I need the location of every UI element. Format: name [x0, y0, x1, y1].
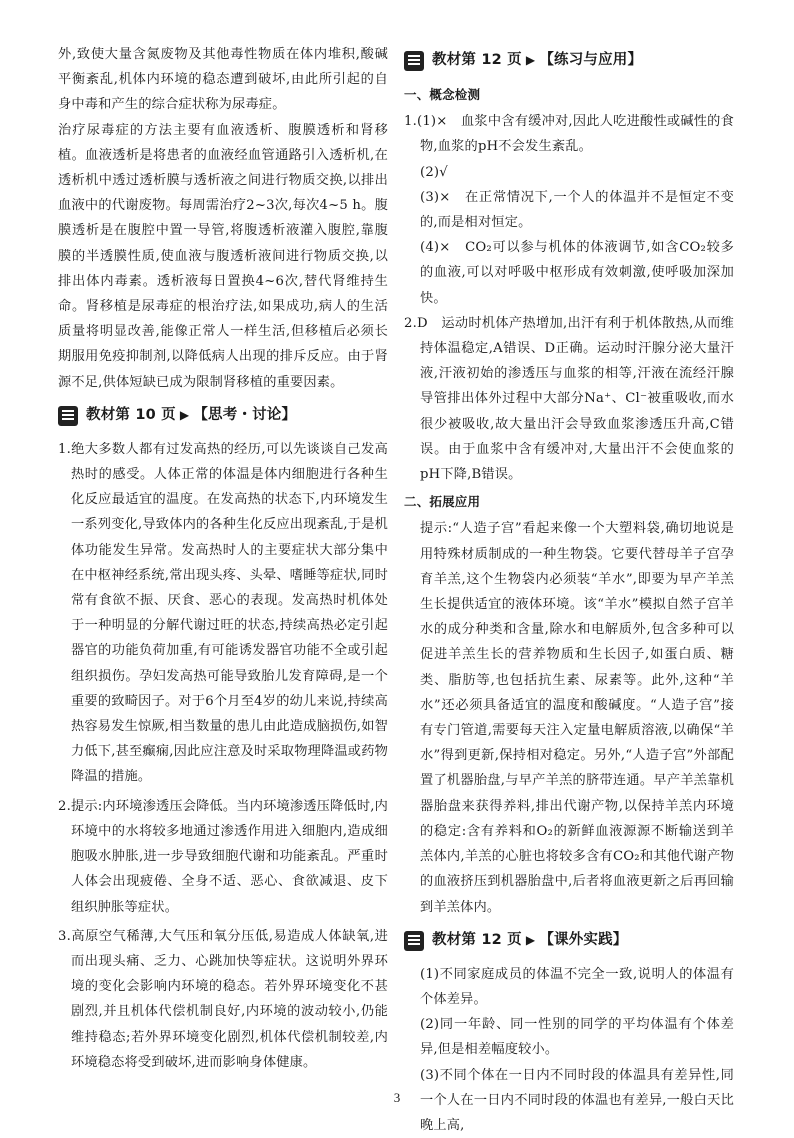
book-icon — [58, 406, 78, 426]
section-heading-think-discuss — [58, 401, 388, 431]
answer-item: 3.高原空气稀薄,大气压和氧分压低,易造成人体缺氧,进而出现头痛、乏力、心跳加快等症状。这说明外界环境的变化会影响内环境的稳态。若外界环境变化不甚剧烈,并且机体代偿机制良好,内环境的波动较小,仍能维持稳态;若外界环境变化剧烈,机体代偿机制较差,内环境稳态将受到破坏,进而影响身体健康。 — [58, 928, 388, 1070]
triangle-arrow-icon: ▶ — [525, 933, 536, 948]
section-heading-extracurricular — [404, 926, 734, 956]
right-column — [404, 42, 734, 1138]
section-tag: 【练习与应用】 — [539, 52, 643, 69]
subheading-concept-check: 一、概念检测 — [404, 87, 481, 102]
answer-item: (2)√ — [420, 164, 448, 180]
paragraph: 外,致使大量含氮废物及其他毒性物质在体内堆积,酸碱平衡紊乱,机体内环境的稳态遭到破坏,由此所引起的自身中毒和产生的综合症状称为尿毒症。 — [58, 47, 388, 113]
book-icon — [404, 51, 424, 71]
answer-item: 2.D 运动时机体产热增加,出汗有利于机体散热,从而维持体温稳定,A错误、D正确。运动时汗腺分泌大量汗液,汗液初始的渗透压与血浆的相等,汗液在流经汗腺导管排出体外过程中大部分Na⁺、Cl⁻被重吸收,而水很少被吸收,故大量出汗会导致血浆渗透压升高,C错误。由于血浆中含有缓冲对,大量出汗不会使血浆的pH下降,B错误。 — [404, 315, 734, 483]
book-icon — [404, 931, 424, 951]
answer-item: (3)不同个体在一日内不同时段的体温具有差异性,同一个人在一日内不同时段的体温也有差异,一般白天比晚上高, — [420, 1067, 734, 1133]
answer-item: (1)不同家庭成员的体温不完全一致,说明人的体温有个体差异。 — [420, 966, 734, 1007]
section-title: 教材第 12 页 — [432, 932, 522, 949]
answer-item: (2)同一年龄、同一性别的同学的平均体温有个体差异,但是相差幅度较小。 — [420, 1017, 734, 1058]
answer-item: (4)× CO₂可以参与机体的体液调节,如含CO₂较多的血液,可以对呼吸中枢形成有效刺激,使呼吸加深加快。 — [420, 240, 734, 306]
section-tag: 【思考・讨论】 — [193, 407, 297, 424]
answer-item: 1.绝大多数人都有过发高热的经历,可以先谈谈自己发高热时的感受。人体正常的体温是体内细胞进行各种生化反应最适宜的温度。在发高热的状态下,内环境发生一系列变化,导致体内的各种生化反应出现紊乱,于是机体功能发生异常。发高热时人的主要症状大部分集中在中枢神经系统,常出现头疼、头晕、嗜睡等症状,同时常有食欲不振、厌食、恶心的表现。发高热时机体处于一种明显的分解代谢过旺的状态,持续高热必定引起器官的功能负荷加重,有可能诱发器官功能不全或引起组织损伤。孕妇发高热可能导致胎儿发育障碍,是一个重要的致畸因子。对于6个月至4岁的幼儿来说,持续高热容易发生惊厥,相当数量的患儿由此造成脑损伤,如智力低下,甚至癫痫,因此应注意及时采取物理降温或药物降温的措施。 — [58, 441, 388, 785]
paragraph: 治疗尿毒症的方法主要有血液透析、腹膜透析和肾移植。血液透析是将患者的血液经血管通路引入透析机,在透析机中透过透析膜与透析液之间进行物质交换,以排出血液中的代谢废物。每周需治疗2~3次,每次4~5 h。腹膜透析是在腹腔中置一导管,将腹透析液灌入腹腔,靠腹膜的半透膜性质,使血液与腹透析液间进行物质交换,以排出体内毒素。透析液每日置换4~6次,替代肾维持生命。肾移植是尿毒症的根治疗法,如果成功,病人的生活质量将明显改善,能像正常人一样生活,但移植后必须长期服用免疫抑制剂,以降低病人出现的排斥反应。由于肾源不足,供体短缺已成为限制肾移植的重要因素。 — [58, 122, 388, 390]
triangle-arrow-icon: ▶ — [179, 408, 190, 423]
triangle-arrow-icon: ▶ — [525, 53, 536, 68]
section-heading-practice-apply — [404, 46, 734, 76]
page-number: 3 — [393, 1090, 401, 1105]
section-tag: 【课外实践】 — [539, 932, 628, 949]
subheading-extension: 二、拓展应用 — [404, 494, 481, 510]
answer-item: 1.(1)× 血浆中含有缓冲对,因此人吃进酸性或碱性的食物,血浆的pH不会发生紊乱。 — [404, 114, 734, 155]
answer-item: (3)× 在正常情况下,一个人的体温并不是恒定不变的,而是相对恒定。 — [420, 189, 734, 231]
section-title: 教材第 10 页 — [86, 407, 176, 424]
left-column — [58, 42, 388, 1075]
paragraph: 提示:“人造子宫”看起来像一个大塑料袋,确切地说是用特殊材质制成的一种生物袋。它要代替母羊子宫孕育羊羔,这个生物袋内必须装“羊水”,即要为早产羊羔生长提供适宜的液体环境。该“羊水”模拟自然子宫羊水的成分种类和含量,除水和电解质外,包含多种可以促进羊羔生长的营养物质和生长因子,如蛋白质、糖类、脂肪等,也包括抗生素、尿素等。此外,这种“羊水”还必须具备适宜的温度和酸碱度。“人造子宫”接有专门管道,需要每天注入定量电解质溶液,以确保“羊水”得到更新,保持相对稳定。另外,“人造子宫”外部配置了机器胎盘,与早产羊羔的脐带连通。早产羊羔靠机器胎盘来获得养料,排出代谢产物,以保持羊羔内环境的稳定:含有养料和O₂的新鲜血液源源不断输送到羊羔体内,羊羔的心脏也将较多含有CO₂和其他代谢产物的血液挤压到机器胎盘中,后者将血液更新之后再回输到羊羔体内。 — [420, 521, 734, 915]
answer-item: 2.提示:内环境渗透压会降低。当内环境渗透压降低时,内环境中的水将较多地通过渗透作用进入细胞内,造成细胞吸水肿胀,进一步导致细胞代谢和功能紊乱。严重时人体会出现疲倦、全身不适、恶心、食欲减退、皮下组织肿胀等症状。 — [58, 798, 388, 915]
section-title: 教材第 12 页 — [432, 52, 522, 69]
